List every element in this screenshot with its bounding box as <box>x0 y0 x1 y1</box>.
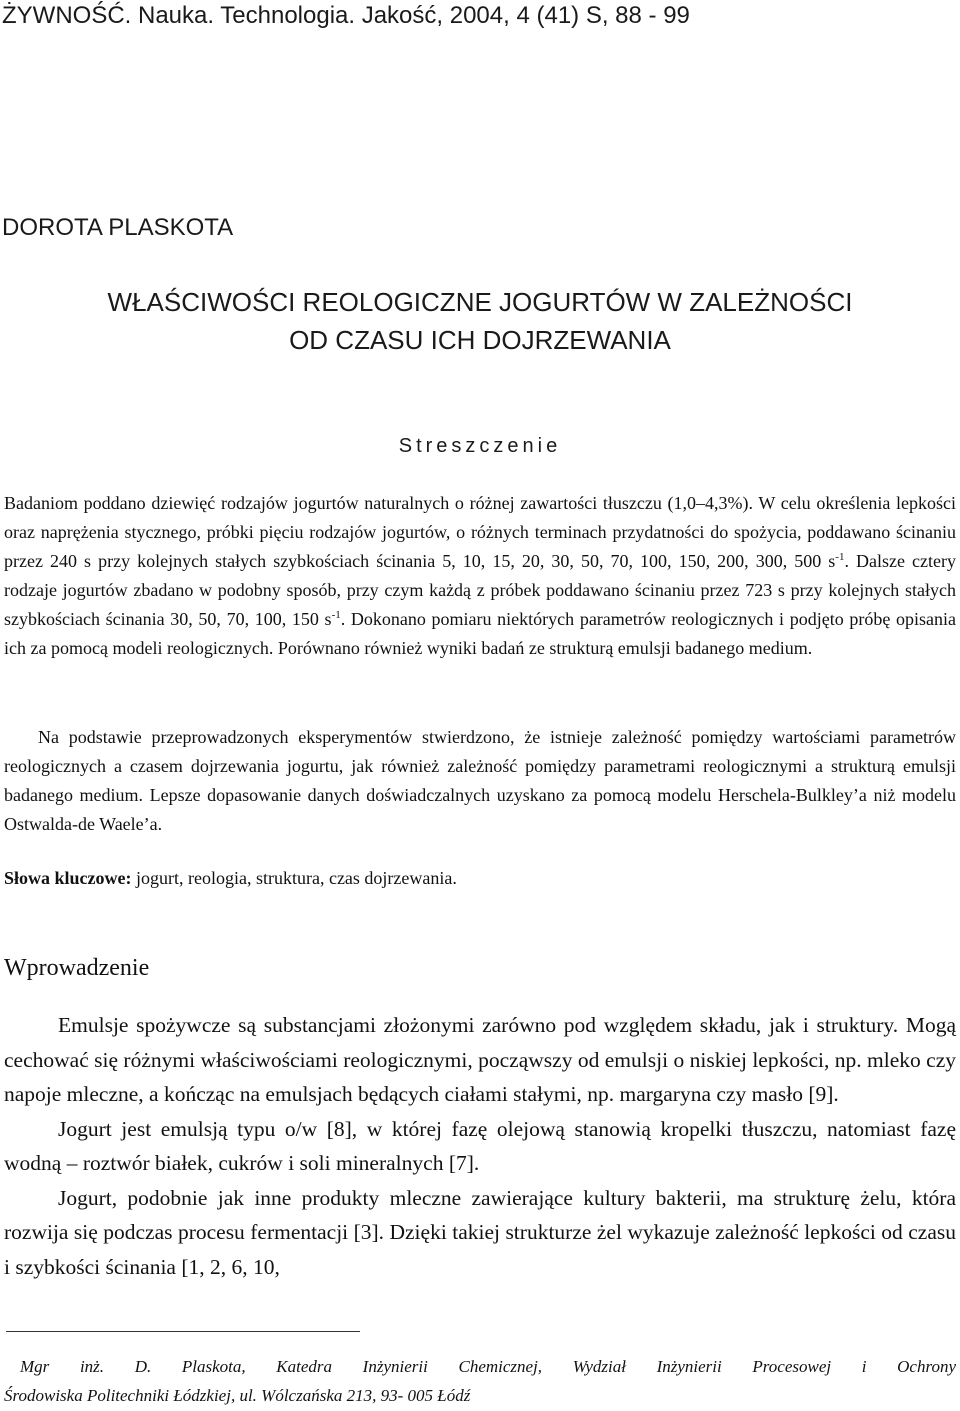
abstract-p1-part-b: . Dalsze cztery rodzaje jogurtów zbadano w podobny sposób, przy czym każdą z próbek poddawano ścinaniu przez 723 s przy kolejnych stałych szybkościach ścinania 30, 50, 70, 100, 150 s <box>4 551 956 629</box>
introduction-body <box>4 1008 956 1284</box>
abstract-paragraph-2 <box>4 723 956 839</box>
footnote-line-1: Mgr inż. D. Plaskota, Katedra Inżynierii Chemicznej, Wydział Inżynierii Procesowej i Ochrony <box>20 1357 956 1376</box>
intro-paragraph-3: Jogurt, podobnie jak inne produkty mleczne zawierające kultury bakterii, ma strukturę żelu, która rozwija się podczas procesu fermentacji [3]. Dzięki takiej strukturze żel wykazuje zależność lepkości od czasu i szybkości ścinania [1, 2, 6, 10, <box>4 1185 956 1279</box>
journal-header: ŻYWNOŚĆ. Nauka. Technologia. Jakość, 2004, 4 (41) S, 88 - 99 <box>2 2 690 29</box>
abstract-heading: Streszczenie <box>398 435 562 457</box>
intro-paragraph-1: Emulsje spożywcze są substancjami złożonymi zarówno pod względem składu, jak i struktury. Mogą cechować się różnymi właściwościami reologicznymi, począwszy od emulsji o niskiej lepkości, np. mleko czy napoje mleczne, a kończąc na emulsjach będących ciałami stałymi, np. margaryna czy masło [9]. <box>4 1013 956 1106</box>
keywords <box>4 868 960 889</box>
footnote-line-2: Środowiska Politechniki Łódzkiej, ul. Wólczańska 213, 93- 005 Łódź <box>4 1386 471 1405</box>
article-title <box>0 283 960 359</box>
abstract-p1-part-c: . Dokonano pomiaru niektórych parametrów reologicznych i podjęto próbę opisania ich za pomocą modeli reologicznych. Porównano również wyniki badań ze strukturą emulsji badanego medium. <box>4 609 956 658</box>
abstract-p1-part-a: Badaniom poddano dziewięć rodzajów jogurtów naturalnych o różnej zawartości tłuszczu (1,0–4,3%). W celu określenia lepkości oraz naprężenia stycznego, próbki pięciu rodzajów jogurtów, o różnych terminach przydatności do spożycia, poddawano ścinaniu przez 240 s przy kolejnych stałych szybkościach ścinania 5, 10, 15, 20, 30, 50, 70, 100, 150, 200, 300, 500 s <box>4 493 956 571</box>
abstract-paragraph-1 <box>4 489 956 663</box>
author-name: DOROTA PLASKOTA <box>2 214 234 241</box>
superscript-unit: -1 <box>331 609 341 621</box>
keywords-text: jogurt, reologia, struktura, czas dojrzewania. <box>131 868 457 888</box>
intro-paragraph-2: Jogurt jest emulsją typu o/w [8], w której fazę olejową stanowią kropelki tłuszczu, natomiast fazę wodną – roztwór białek, cukrów i soli mineralnych [7]. <box>4 1116 956 1175</box>
title-line-2: OD CZASU ICH DOJRZEWANIA <box>289 325 671 355</box>
author-affiliation-footnote <box>4 1352 956 1410</box>
superscript-unit: -1 <box>835 551 845 563</box>
keywords-label: Słowa kluczowe: <box>4 868 132 888</box>
abstract-p2-text: Na podstawie przeprowadzonych eksperymentów stwierdzono, że istnieje zależność pomiędzy wartościami parametrów reologicznych a czasem dojrzewania jogurtu, jak również zależność pomiędzy parametrami reologicznymi a strukturą emulsji badanego medium. Lepsze dopasowanie danych doświadczalnych uzyskano za pomocą modelu Herschela-Bulkley’a niż modelu Ostwalda-de Waele’a. <box>4 727 956 834</box>
title-line-1: WŁAŚCIWOŚCI REOLOGICZNE JOGURTÓW W ZALEŻNOŚCI <box>107 287 853 317</box>
section-heading-introduction: Wprowadzenie <box>4 955 150 981</box>
footnote-divider <box>6 1331 360 1332</box>
